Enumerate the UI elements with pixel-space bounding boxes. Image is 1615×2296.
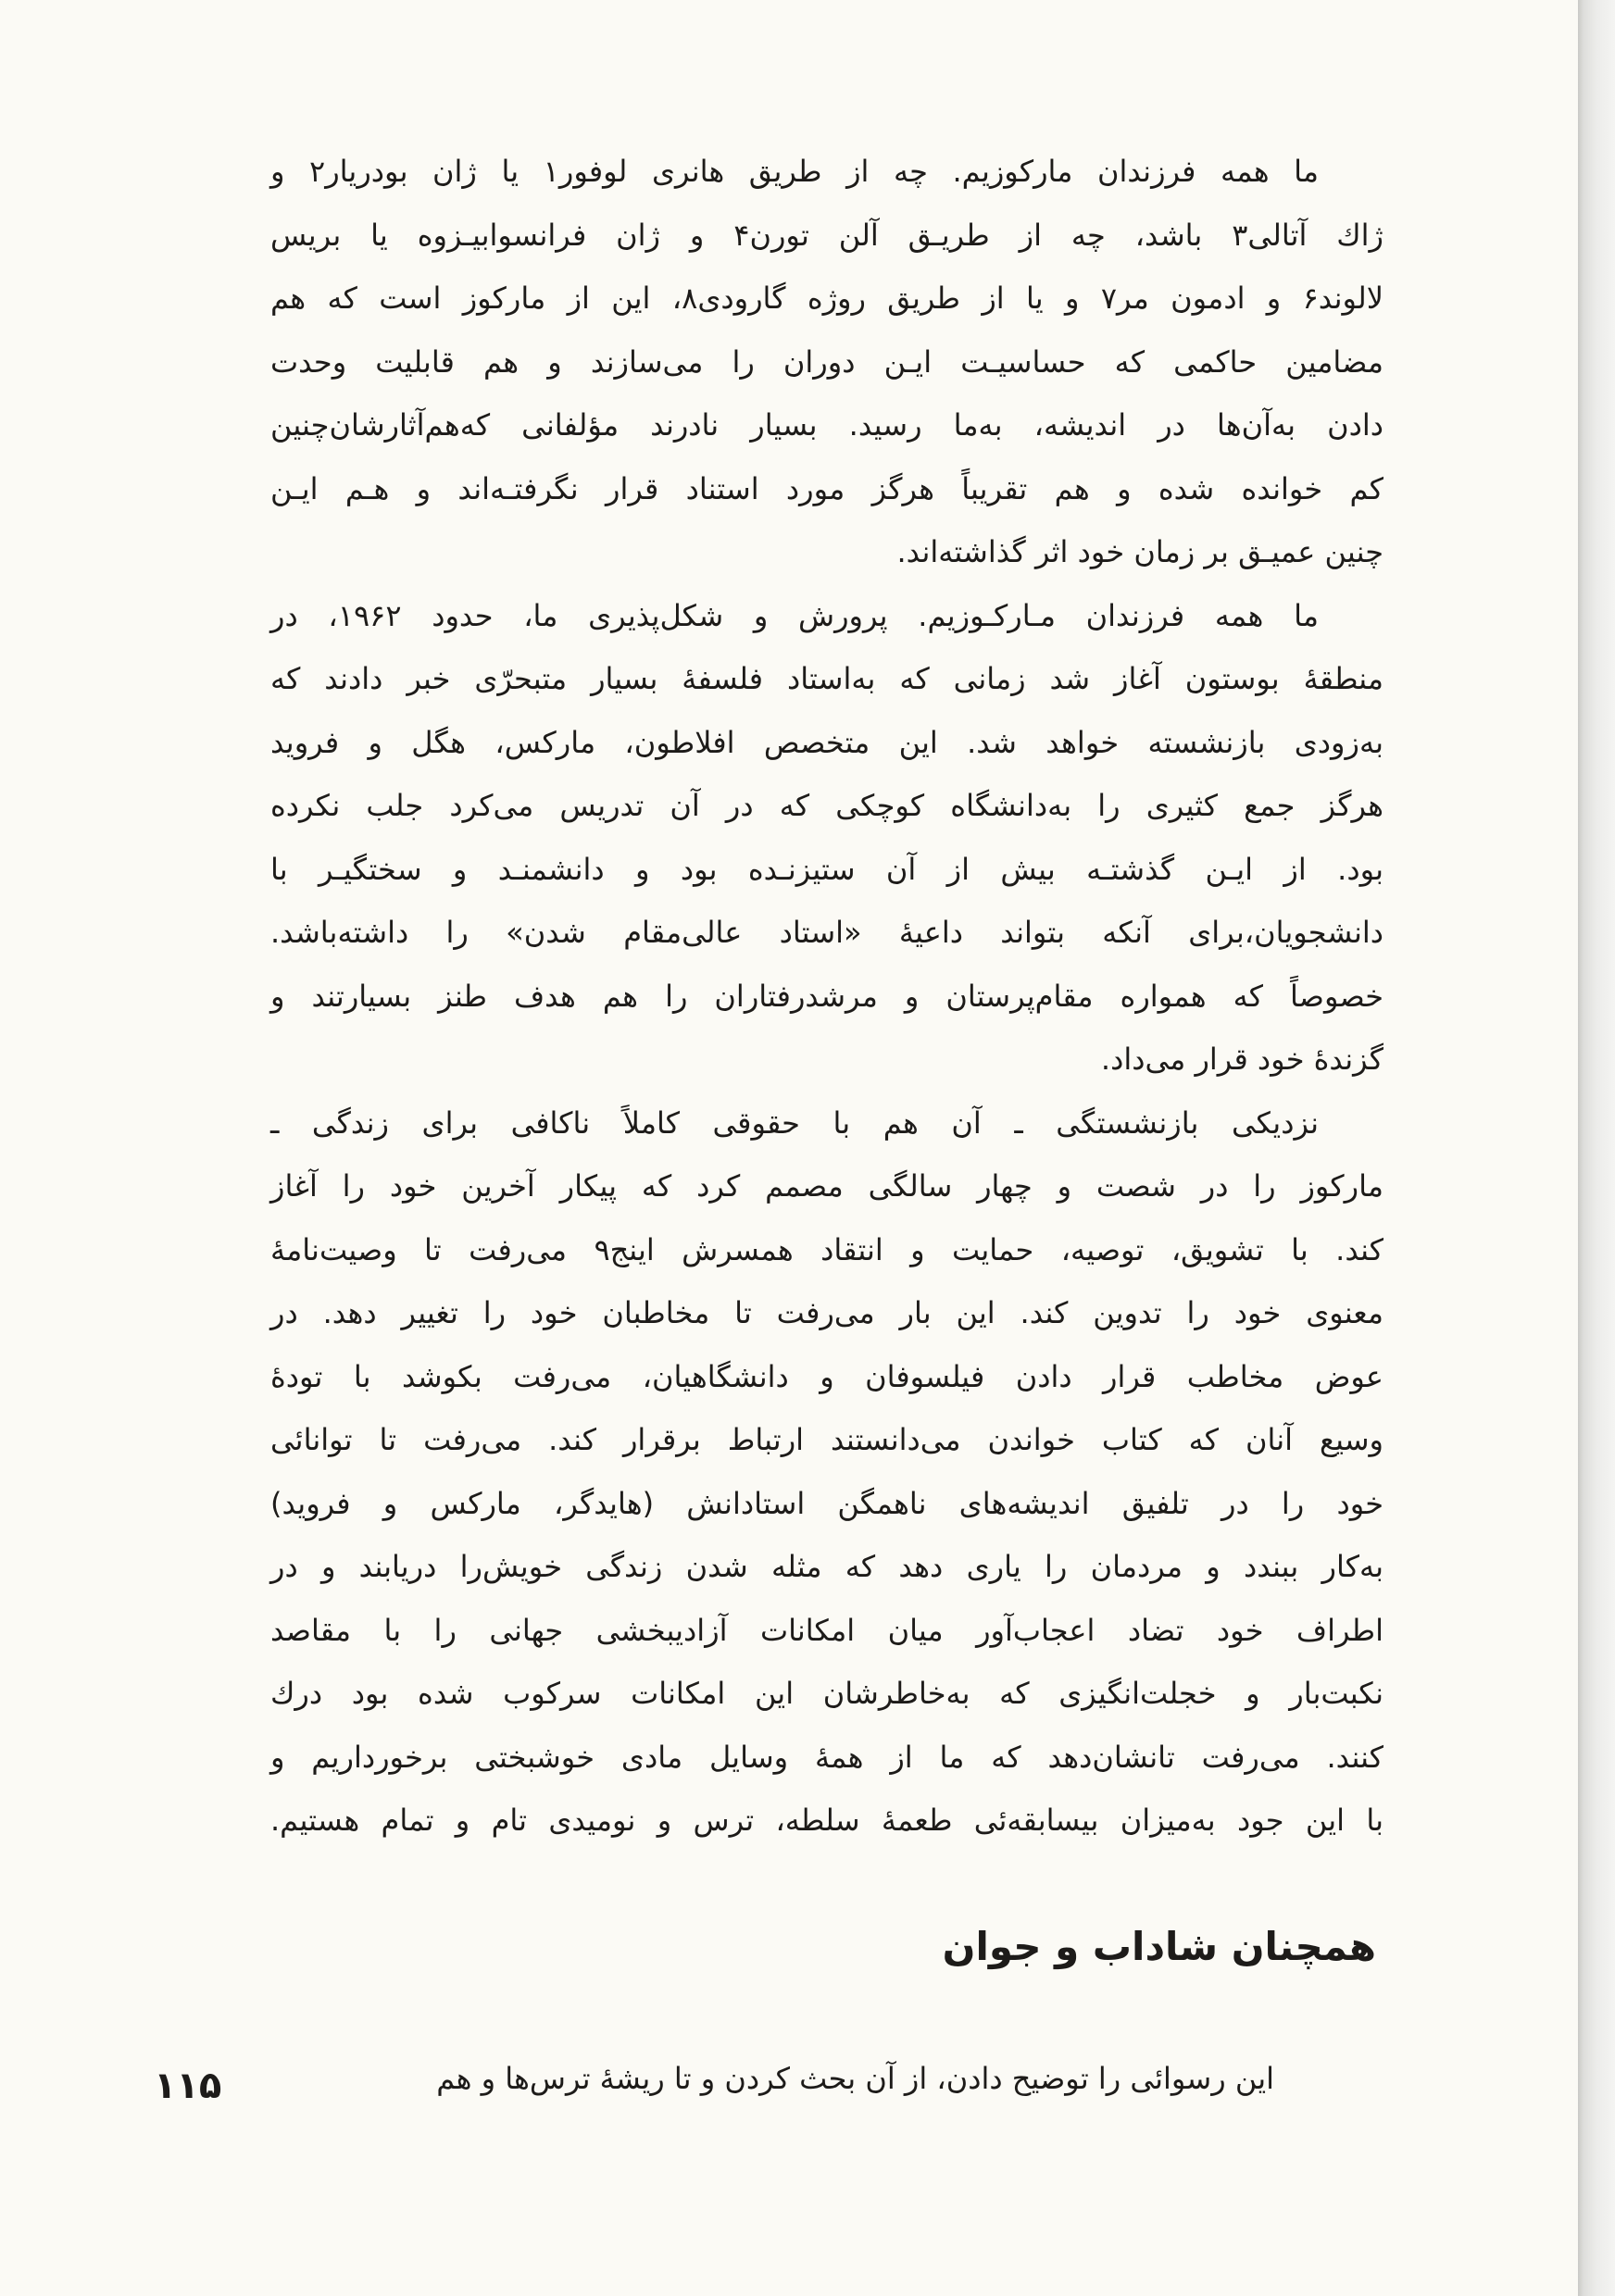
text-line: چنین عمیـق بر زمان خود اثر گذاشته‌اند. — [896, 534, 1383, 569]
body-text — [270, 140, 1383, 1853]
text-line: به‌زودی بازنشسته خواهد شد. این متخصص افلاطون، مارکس، هگل و فروید — [270, 724, 1383, 760]
paragraph — [270, 1092, 1383, 1853]
page-number: ۱۱۵ — [154, 2065, 222, 2107]
page-edge — [1578, 0, 1615, 2296]
text-line: با این جود به‌میزان بیسابقه‌ئی طعمهٔ سلطه، ترس و نومیدی تام و تمام هستیم. — [270, 1803, 1383, 1838]
text-line: دانشجویان،برای آنکه بتواند داعیهٔ «استاد عالی‌مقام شدن» را داشته‌باشد. — [270, 915, 1383, 950]
text-line: کند. با تشویق، توصیه، حمایت و انتقاد همسرش اینج۹ می‌رفت تا وصیت‌نامهٔ — [270, 1231, 1384, 1267]
text-line: اطراف خود تضاد اعجاب‌آور میان امکانات آزادیبخشی جهانی را با مقاصد — [270, 1612, 1383, 1648]
text-line: بود. از ایـن گذشتـه بیش از آن ستیزنـده بود و دانشمنـد و سختگیـر با — [270, 851, 1383, 887]
text-line: وسیع آنان که کتاب خواندن می‌دانستند ارتباط برقرار کند. می‌رفت تا توانائی — [270, 1422, 1383, 1457]
text-line: عوض مخاطب قرار دادن فیلسوفان و دانشگاهیان، می‌رفت بکوشد با تودهٔ — [270, 1358, 1383, 1394]
text-line: خود را در تلفیق اندیشه‌های ناهمگن استادانش (هایدگر، مارکس و فروید) — [270, 1485, 1383, 1521]
text-line: دادن به‌آن‌ها در اندیشه، به‌ما رسید. بسیار نادرند مؤلفانی که‌هم‌آثارشان‌چنین — [270, 407, 1383, 443]
text-line: گزندهٔ خود قرار می‌داد. — [1100, 1042, 1383, 1077]
next-paragraph-line: این رسوائی را توضیح دادن، از آن بحث کردن و تا ریشهٔ ترس‌ها و هم — [436, 2061, 1274, 2096]
text-line: ما همه فرزندان مـارکـوزیم. پرورش و شکل‌پذیری ما، حدود ۱۹۶۲، در — [270, 597, 1320, 633]
text-line: نکبت‌بار و خجلت‌انگیزی که به‌خاطرشان این امکانات سرکوب شده بود درك — [270, 1676, 1383, 1711]
text-line: هرگز جمع کثیری را به‌دانشگاه کوچکی که در آن تدریس می‌کرد جلب نکرده — [270, 788, 1383, 823]
text-line: معنوی خود را تدوین کند. این بار می‌رفت تا مخاطبان خود را تغییر دهد. در — [270, 1295, 1383, 1330]
text-line: خصوصاً که همواره مقام‌پرستان و مرشدرفتاران را هم هدف طنز بسیارتند و — [270, 978, 1383, 1014]
text-line: منطقهٔ بوستون آغاز شد زمانی که به‌استاد فلسفهٔ بسیار متبحرّی خبر دادند که — [270, 661, 1383, 696]
text-line: مارکوز را در شصت و چهار سالگی مصمم کرد که پیکار آخرین خود را آغاز — [270, 1168, 1383, 1204]
text-line: کنند. می‌رفت تانشان‌دهد که ما از همهٔ وسایل مادی خوشبختی برخورداریم و — [270, 1739, 1383, 1775]
section-heading: همچنان شاداب و جوان — [942, 1924, 1376, 1969]
paragraph — [270, 140, 1383, 584]
text-line: ما همه فرزندان مارکوزیم. چه از طریق هانری لوفور۱ یا ژان بودریار۲ و — [270, 154, 1320, 189]
text-line: مضامین حاکمی که حساسیـت ایـن دوران را می‌سازند و هم قابلیت وحدت — [270, 343, 1383, 380]
text-line: ژاك آتالی۳ باشد، چه از طریـق آلن تورن۴ و ژان فرانسوابیـزوه یا بریس — [270, 217, 1384, 253]
paragraph — [270, 584, 1383, 1092]
text-line: نزدیکی بازنشستگی ـ آن هم با حقوقی کاملاً ناکافی برای زندگی ـ — [270, 1104, 1319, 1141]
text-line: به‌کار ببندد و مردمان را یاری دهد که مثله شدن زندگی خویش‌را دریابند و در — [270, 1549, 1383, 1584]
text-line: لالوند۶ و ادمون مر۷ و یا از طریق روژه گارودی۸، این از مارکوز است که هم — [270, 281, 1384, 316]
text-line: کم خوانده شده و هم تقریباً هرگز مورد استناد قرار نگرفتـه‌اند و هـم ایـن — [270, 470, 1383, 506]
